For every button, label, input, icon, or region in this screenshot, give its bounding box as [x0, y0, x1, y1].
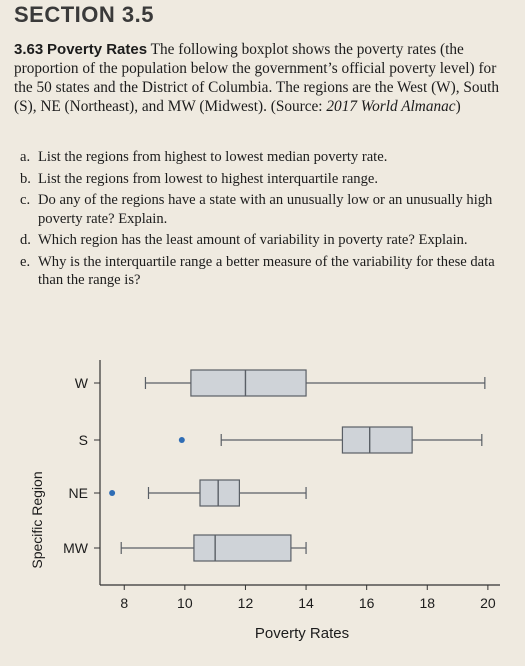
- problem-text: The following boxplot shows the poverty rates (the proportion of the population below the government’s official poverty level) for the 50 states and the District of Columbia. The regions are the West (W), South (S), NE (Northeast), and MW (Midwest). (Source:: [14, 41, 500, 115]
- x-tick-label: 18: [419, 595, 436, 611]
- part-e: [20, 253, 510, 290]
- x-tick-label: 20: [480, 595, 496, 611]
- box-iqr: [200, 480, 239, 506]
- x-tick-label: 12: [237, 595, 254, 611]
- part-letter: b.: [20, 170, 31, 187]
- y-axis-label: Specific Region: [29, 471, 45, 569]
- part-text: Why is the interquartile range a better measure of the variability for these data than the range is?: [38, 253, 495, 288]
- x-tick-label: 16: [358, 595, 375, 611]
- question-parts: [20, 148, 510, 293]
- part-text: Do any of the regions have a state with an unusually low or an unusually high poverty rate? Explain.: [38, 192, 493, 227]
- x-tick-label: 8: [120, 595, 129, 611]
- outlier-point: [179, 437, 185, 443]
- outlier-point: [109, 490, 115, 496]
- part-text: Which region has the least amount of variability in poverty rate? Explain.: [38, 232, 468, 248]
- y-tick-label: MW: [63, 540, 88, 556]
- y-tick-label: S: [78, 432, 88, 448]
- part-b: [20, 170, 510, 189]
- section-heading: SECTION 3.5: [14, 2, 154, 27]
- problem-text-end: ): [455, 98, 461, 115]
- box-iqr: [342, 427, 412, 453]
- x-tick-label: 14: [298, 595, 314, 611]
- box-iqr: [191, 370, 306, 396]
- boxplot-chart: [0, 360, 525, 666]
- problem-title: Poverty Rates: [47, 41, 148, 58]
- part-letter: d.: [20, 232, 31, 248]
- problem-source: 2017 World Almanac: [326, 98, 456, 115]
- problem-number: 3.63: [14, 41, 44, 58]
- y-tick-label: NE: [68, 485, 88, 501]
- part-d: [20, 231, 510, 250]
- x-axis-label: Poverty Rates: [254, 625, 350, 642]
- part-text: List the regions from highest to lowest median poverty rate.: [38, 149, 388, 165]
- part-letter: a.: [20, 149, 31, 165]
- part-letter: c.: [20, 192, 31, 208]
- part-a: [20, 148, 510, 167]
- box-iqr: [194, 535, 291, 561]
- x-tick-label: 10: [177, 595, 193, 611]
- part-c: [20, 191, 510, 228]
- problem-statement: [14, 40, 514, 116]
- y-tick-label: W: [74, 375, 88, 391]
- part-text: List the regions from lowest to highest interquartile range.: [38, 170, 379, 187]
- part-letter: e.: [20, 253, 31, 270]
